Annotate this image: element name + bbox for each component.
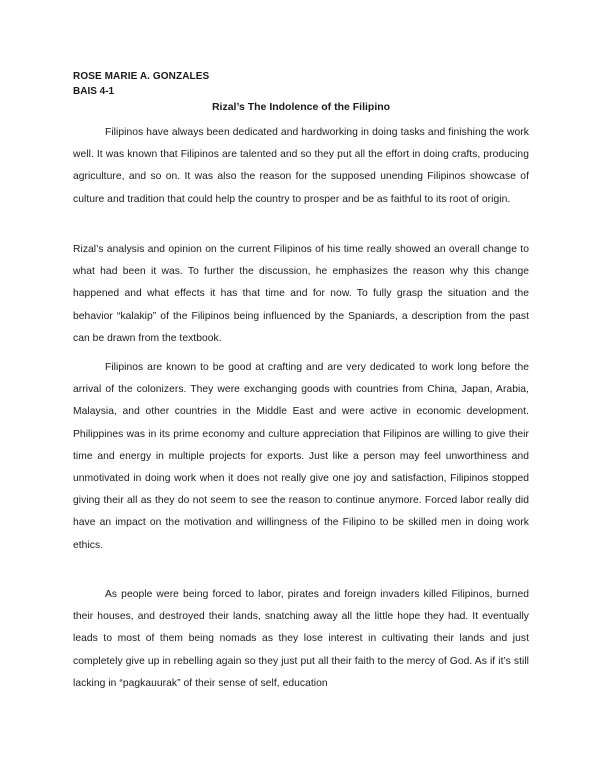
paragraph-1: Filipinos have always been dedicated and hardworking in doing tasks and finishing the work well. It was known that Filipinos are talented and so they put all the effort in doing crafts, producing agriculture, and so on. It was also the reason for the supposed unending Filipinos showcase of culture and tradition that could help the country to prosper and be as faithful to its root of origin. [73,127,529,205]
paragraph-4: As people were being forced to labor, pirates and foreign invaders killed Filipinos, burned their houses, and destroyed their lands, snatching away all the little hope they had. It eventually leads to most of them being nomads as they lose interest in cultivating their lands and just completely give up in rebelling again so they just put all their faith to the mercy of God. As if it’s still lacking in “pagkauurak” of their sense of self, education [73,589,529,689]
class-section: BAIS 4-1 [73,86,115,97]
paragraph-3: Filipinos are known to be good at crafting and are very dedicated to work long before the arrival of the colonizers. They were exchanging goods with countries from China, Japan, Arabia, Malaysia, and other countries in the Middle East and were active in economic development. Philippines was in its prime economy and culture appreciation that Filipinos are willing to give their time and energy in multiple projects for exports. Just like a person may feel unworthiness and unmotivated in doing work when it does not really give one joy and satisfaction, Filipinos stopped giving their all as they do not seem to see the reason to continue anymore. Forced labor really did have an impact on the motivation and willingness of the Filipino to be skilled men in doing work ethics. [73,362,529,551]
document-title: Rizal’s The Indolence of the Filipino [211,101,391,113]
author-name: ROSE MARIE A. GONZALES [73,71,210,82]
paragraph-2: Rizal’s analysis and opinion on the current Filipinos of his time really showed an overall change to what had been it was. To further the discussion, he emphasizes the reason why this change happened and what effects it has that time and for now. To fully grasp the situation and the behavior “kalakip” of the Filipinos being influenced by the Spaniards, a description from the past can be drawn from the textbook. [73,244,529,344]
